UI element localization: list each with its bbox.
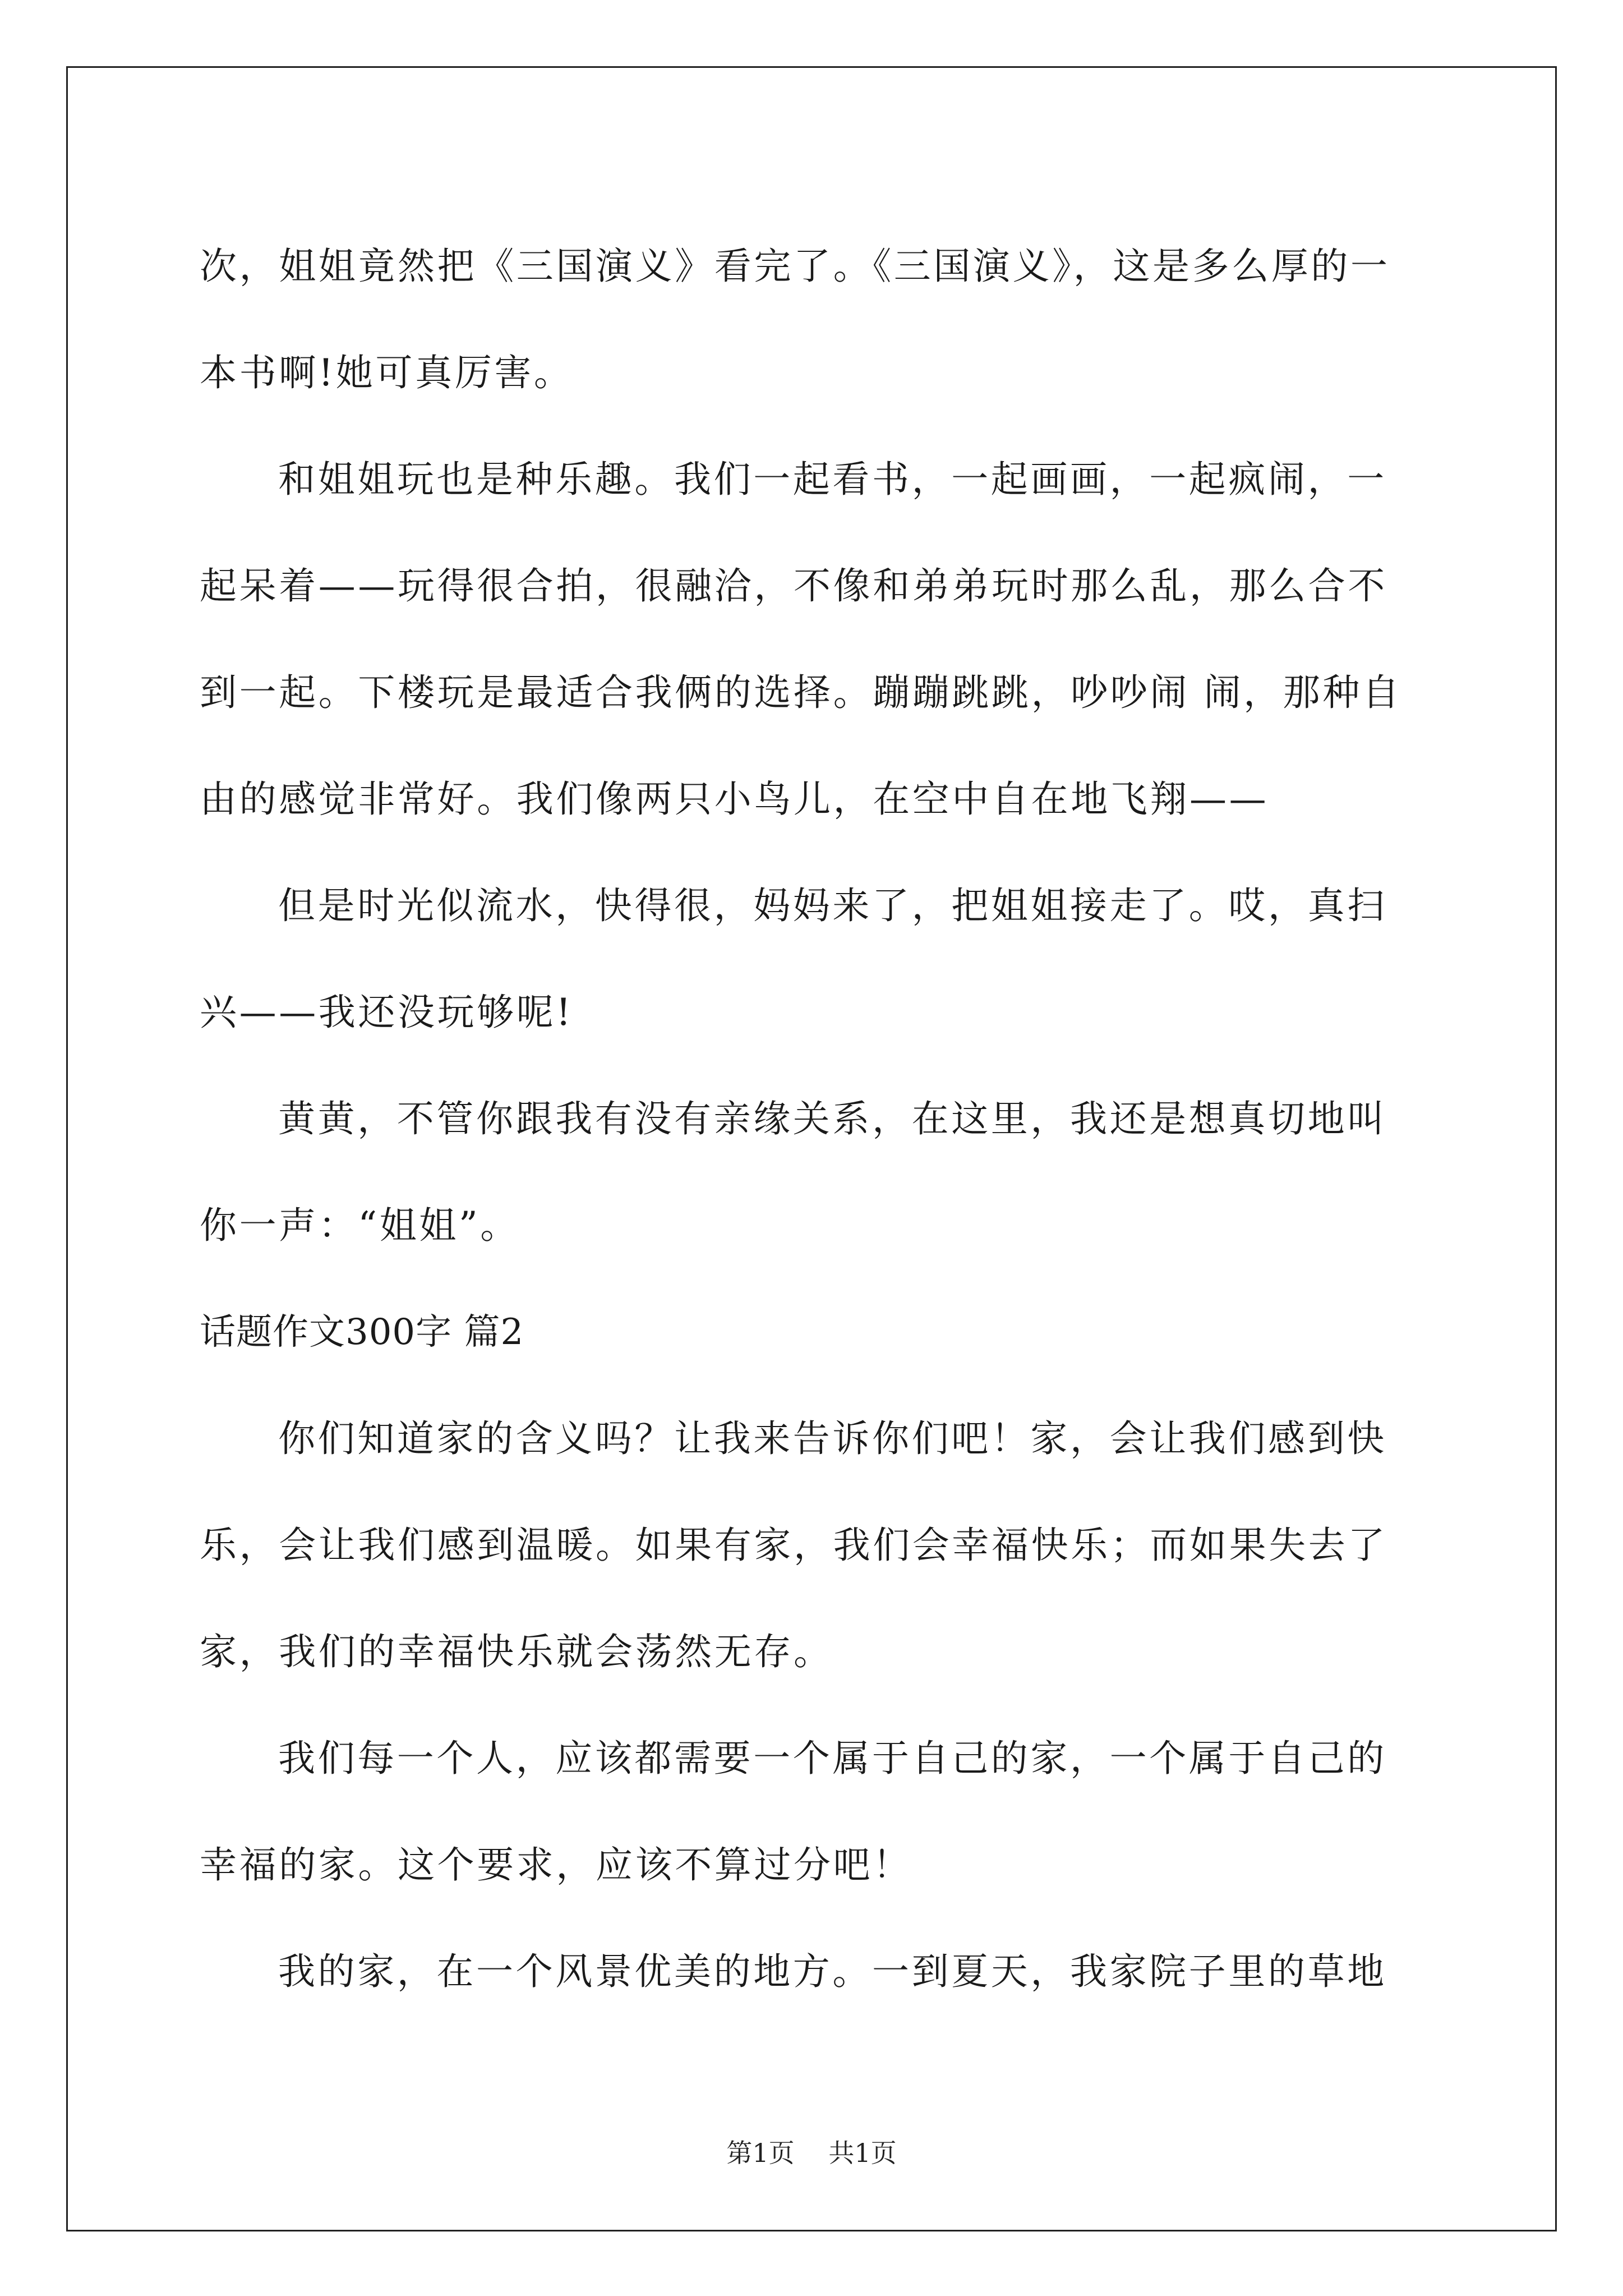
text-line: 乐，会让我们感到温暖。如果有家，我们会幸福快乐；而如果失去了: [200, 1524, 1387, 1567]
text-line: 幸福的家。这个要求，应该不算过分吧！: [200, 1843, 912, 1887]
text-line: 家，我们的幸福快乐就会荡然无存。: [200, 1630, 833, 1673]
paragraph-start-line: 我们每一个人，应该都需要一个属于自己的家，一个属于自己的: [278, 1737, 1387, 1780]
page-footer: [0, 2136, 1623, 2170]
page-total: 共1页: [828, 2138, 897, 2168]
paragraph-start-line: 你们知道家的含义吗？让我来告诉你们吧！家，会让我们感到快: [278, 1417, 1387, 1460]
paragraph-start-line: 但是时光似流水，快得很，妈妈来了，把姐姐接走了。哎，真扫: [278, 884, 1387, 927]
paragraph-start-line: 我的家，在一个风景优美的地方。一到夏天，我家院子里的草地: [278, 1950, 1387, 1993]
text-line: 由的感觉非常好。我们像两只小鸟儿，在空中自在地飞翔——: [200, 777, 1269, 821]
paragraph-start-line: 黄黄，不管你跟我有没有亲缘关系，在这里，我还是想真切地叫: [278, 1097, 1387, 1140]
text-line: 起呆着——玩得很合拍，很融洽，不像和弟弟玩时那么乱，那么合不: [200, 564, 1387, 608]
text-line: 你一声：“姐姐”。: [200, 1204, 520, 1247]
text-line: 兴——我还没玩够呢!: [200, 991, 574, 1034]
text-line: 到一起。下楼玩是最适合我俩的选择。蹦蹦跳跳，吵吵闹 闹，那种自: [200, 671, 1402, 714]
section-heading: 话题作文300字 篇2: [200, 1312, 524, 1353]
paragraph-start-line: 和姐姐玩也是种乐趣。我们一起看书，一起画画，一起疯闹，一: [278, 458, 1387, 501]
text-line: 本书啊!她可真厉害。: [200, 351, 574, 394]
page-number: 第1页: [726, 2138, 795, 2168]
document-body: [200, 213, 1433, 2025]
text-line: 次，姐姐竟然把《三国演义》看完了。《三国演义》，这是多么厚的一: [200, 245, 1390, 288]
